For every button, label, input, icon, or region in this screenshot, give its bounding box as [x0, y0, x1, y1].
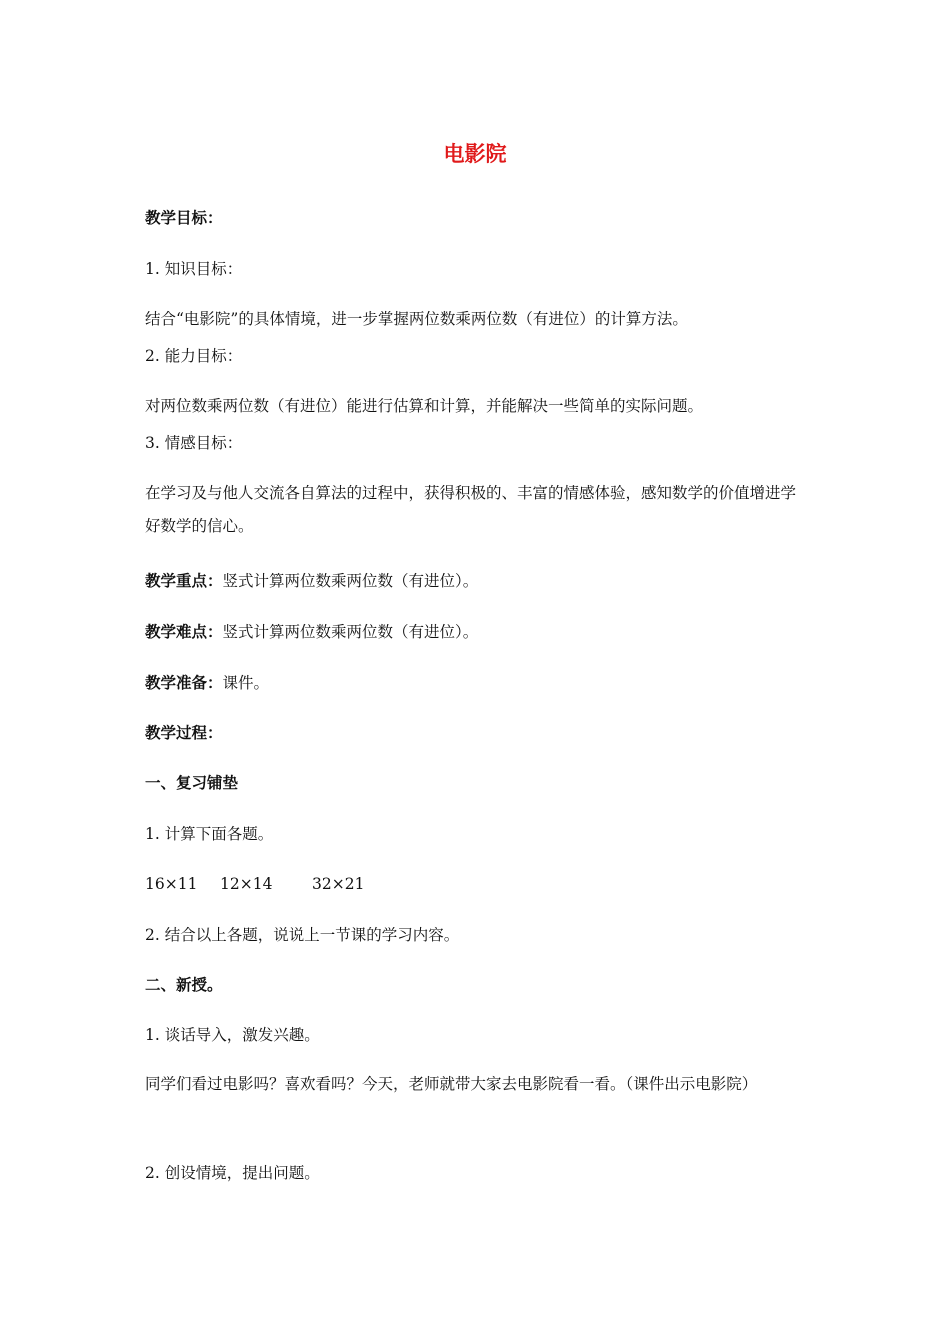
objective-2-label: 2. 能力目标： [145, 347, 243, 365]
objective-2-text: 对两位数乘两位数（有进位）能进行估算和计算，并能解决一些简单的实际问题。 [145, 397, 704, 415]
preparation-text: 课件。 [222, 674, 270, 692]
exercise-2: 12×14 [220, 875, 273, 893]
process-heading: 教学过程： [145, 724, 223, 742]
difficulty-text: 竖式计算两位数乘两位数（有进位）。 [222, 623, 479, 641]
section-2-item-1-text: 同学们看过电影吗？喜欢看吗？今天，老师就带大家去电影院看一看。（课件出示电影院） [145, 1075, 758, 1093]
key-point-text: 竖式计算两位数乘两位数（有进位）。 [222, 572, 479, 590]
exercise-3: 32×21 [312, 875, 365, 893]
objective-1-label: 1. 知识目标： [145, 260, 243, 278]
preparation-label: 教学准备： [145, 674, 223, 692]
section-1-item-1: 1. 计算下面各题。 [145, 825, 274, 843]
difficulty-label: 教学难点： [145, 623, 223, 641]
exercise-1: 16×11 [145, 875, 198, 893]
section-2-item-2: 2. 创设情境，提出问题。 [145, 1164, 320, 1182]
objective-3-text: 在学习及与他人交流各自算法的过程中，获得积极的、丰富的情感体验，感知数学的价值增进学好数学的信心。 [145, 484, 797, 535]
section-1-item-2: 2. 结合以上各题，说说上一节课的学习内容。 [145, 926, 460, 944]
objective-1-text: 结合“电影院”的具体情境，进一步掌握两位数乘两位数（有进位）的计算方法。 [145, 310, 688, 328]
key-point-line [145, 566, 815, 596]
section-1-heading: 一、复习铺垫 [145, 774, 239, 792]
objectives-heading: 教学目标： [145, 209, 223, 227]
preparation-line [145, 668, 815, 698]
document-title: 电影院 [443, 142, 507, 166]
exercise-row [145, 869, 815, 899]
key-point-label: 教学重点： [145, 572, 223, 590]
section-2-heading: 二、新授。 [145, 976, 223, 994]
objective-3-label: 3. 情感目标： [145, 434, 243, 452]
section-2-item-1: 1. 谈话导入，激发兴趣。 [145, 1026, 320, 1044]
difficulty-line [145, 617, 815, 647]
